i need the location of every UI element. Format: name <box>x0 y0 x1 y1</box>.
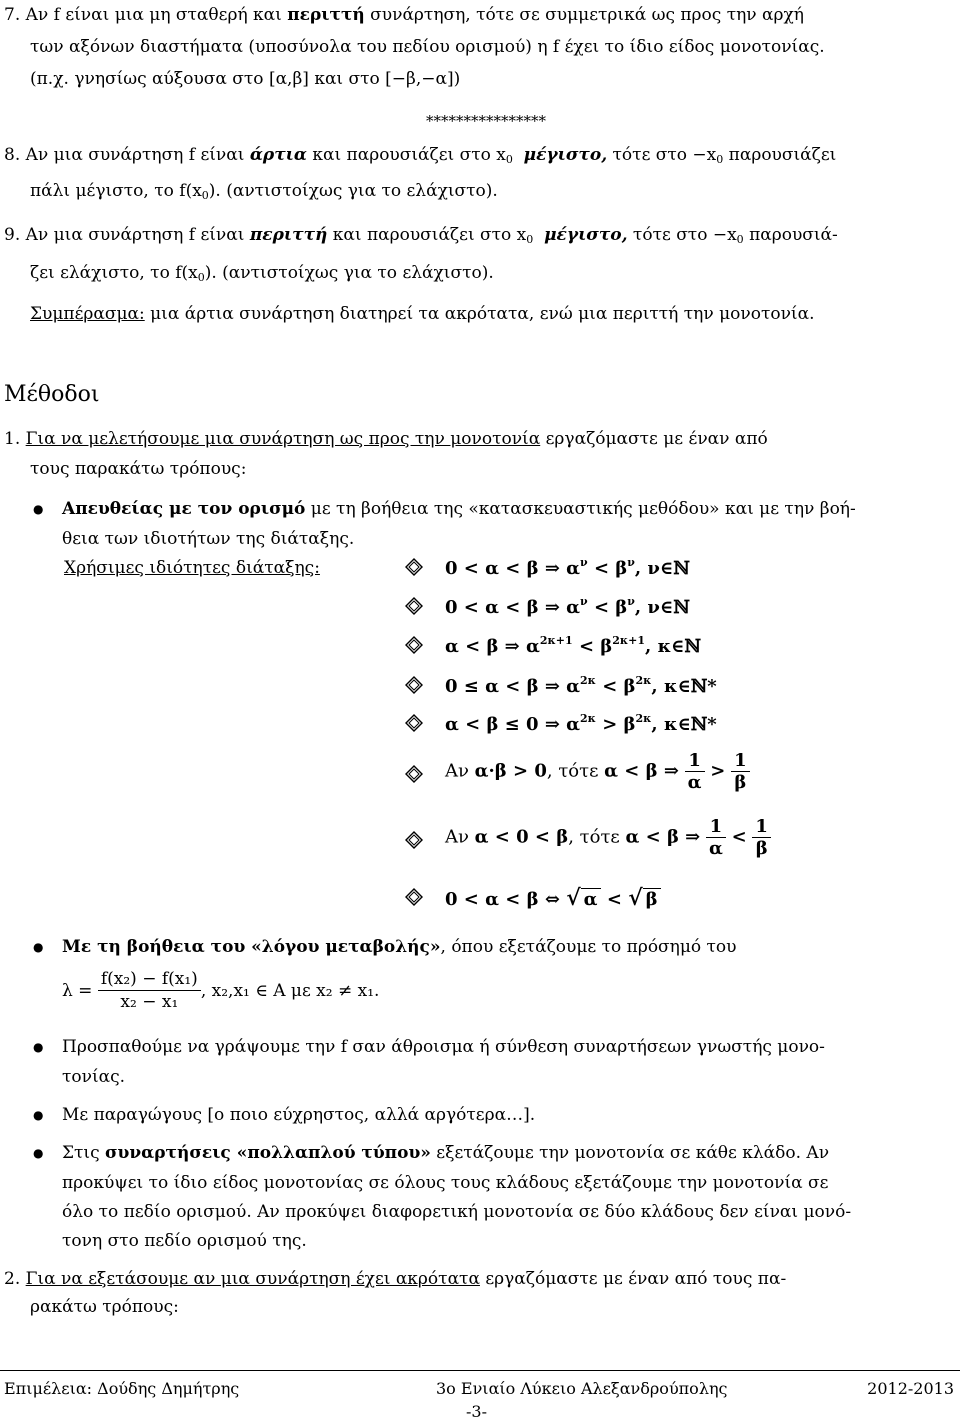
text: , τότε <box>568 826 626 848</box>
method-2-line-2: ρακάτω τρόπους: <box>30 1297 179 1317</box>
bullet-4: Με παραγώγους [ο ποιο εύχρηστος, αλλά αργότερα…]. <box>62 1105 536 1125</box>
property-2: 0 < α < β ⇒ $\alpha^\nu < \beta^\nu$, ν∈ℕ <box>445 595 690 618</box>
item-7-line-3: (π.χ. γνησίως αύξουσα στο [α,β] και στο [−β,−α]) <box>30 69 461 89</box>
bold-phrase: Απευθείας με τον ορισμό <box>62 499 306 519</box>
footer-year: 2012-2013 <box>867 1379 954 1398</box>
text: εξετάζουμε την μονοτονία σε κάθε κλάδο. Αν <box>430 1143 830 1163</box>
text: με τη βοήθεια της «κατασκευαστικής μεθόδου» και με την βοή- <box>305 499 856 519</box>
item-9-line-1 <box>4 224 838 251</box>
denominator: x₂ − x₁ <box>120 992 179 1012</box>
method-1-line-1 <box>4 428 768 450</box>
bullet-icon: ● <box>33 502 44 516</box>
property-4: 0 ≤ α < β ⇒ $\alpha^{2\kappa} < \beta^{2\kappa}$, κ∈ℕ* <box>445 674 717 697</box>
sqrt-icon: √ <box>628 885 643 911</box>
bullet-5-line-1 <box>62 1142 829 1164</box>
numerator: 1 <box>731 750 750 772</box>
lambda-formula <box>62 968 379 1013</box>
text: ). (αντιστοίχως για το ελάχιστο). <box>208 181 498 201</box>
denominator: β <box>734 772 747 793</box>
text: εργαζόμαστε με έναν από τους πα- <box>479 1269 787 1289</box>
text: ζει ελάχιστο, το f(x <box>30 263 198 283</box>
math: α·β > 0 <box>474 760 547 782</box>
bullet-5-line-3: όλο το πεδίο ορισμού. Αν προκύψει διαφορετική μονοτονία σε δύο κλάδους δεν είναι μονό- <box>62 1202 852 1222</box>
fraction <box>685 750 705 793</box>
methods-heading: Μέθοδοι <box>4 382 100 407</box>
sqrt-arg: α <box>581 888 601 910</box>
item-8-line-2 <box>30 180 498 207</box>
diamond-bullet-icon <box>405 597 423 615</box>
item-7-line-2: των αξόνων διαστήματα (υποσύνολα του πεδίου ορισμού) η f έχει το ίδιο είδος μονοτονίας. <box>30 37 825 57</box>
bullet-5-line-2: προκύψει το ίδιο είδος μονοτονίας σε όλους τους κλάδους εξετάζουμε την μονοτονία σε <box>62 1173 829 1193</box>
method-number: 2. <box>4 1269 21 1289</box>
conclusion-text: μια άρτια συνάρτηση διατηρεί τα ακρότατα, ενώ μια περιττή την μονοτονία. <box>144 304 815 324</box>
text: , τότε <box>546 760 605 782</box>
diamond-bullet-icon <box>405 888 423 906</box>
property-8 <box>445 885 661 911</box>
numerator: 1 <box>685 750 705 772</box>
subscript: 0 <box>197 271 205 284</box>
text: τότε στο −x <box>607 145 717 165</box>
method-2-line-1 <box>4 1268 786 1290</box>
method-title: Για να μελετήσουμε μια συνάρτηση ως προς την μονοτονία <box>25 429 541 449</box>
operator: < <box>606 889 622 910</box>
text: Στις <box>62 1143 106 1163</box>
denominator: α <box>687 772 702 793</box>
properties-label: Χρήσιμες ιδιότητες διάταξης: <box>64 558 320 578</box>
method-number: 1. <box>4 429 21 449</box>
numerator: f(x₂) − f(x₁) <box>98 968 201 991</box>
text: και παρουσιάζει στο x <box>306 145 506 165</box>
bold-phrase: συναρτήσεις «πολλαπλού τύπου» <box>105 1143 431 1163</box>
math: α < 0 < β <box>474 826 569 848</box>
item-7-line-1 <box>4 4 804 26</box>
numerator: 1 <box>706 816 726 838</box>
text: παρουσιάζει <box>723 145 837 165</box>
math: 0 < α < β ⇔ <box>445 889 560 910</box>
conclusion <box>30 303 814 325</box>
text: συνάρτηση, τότε σε συμμετρικά ως προς την αρχή <box>364 5 804 25</box>
bullet-1-line-1 <box>62 498 856 520</box>
diamond-bullet-icon <box>405 636 423 654</box>
text: , όπου εξετάζουμε το πρόσημό του <box>440 937 737 957</box>
text: , x₂,x₁ ∈ A με x₂ ≠ x₁. <box>200 980 380 1001</box>
text: τότε στο −x <box>627 225 737 245</box>
text: 7. Αν f είναι μια μη σταθερή και <box>4 5 288 25</box>
text: ). (αντιστοίχως για το ελάχιστο). <box>204 263 494 283</box>
subscript: 0 <box>505 153 513 166</box>
bullet-icon: ● <box>33 1146 44 1160</box>
fraction <box>752 816 771 859</box>
text: πάλι μέγιστο, το f(x <box>30 181 202 201</box>
denominator: β <box>755 838 768 859</box>
diamond-bullet-icon <box>405 831 423 849</box>
bold-word: περιττή <box>287 5 365 25</box>
separator: **************** <box>426 112 546 130</box>
bullet-3-line-2: τονίας. <box>62 1067 126 1087</box>
text: και παρουσιάζει στο x <box>327 225 527 245</box>
bullet-5-line-4: τονη στο πεδίο ορισμού της. <box>62 1231 307 1251</box>
diamond-bullet-icon <box>405 714 423 732</box>
item-8-line-1 <box>4 144 836 171</box>
diamond-bullet-icon <box>405 676 423 694</box>
diamond-bullet-icon <box>405 558 423 576</box>
bullet-1-line-2: θεια των ιδιοτήτων της διάταξης. <box>62 529 355 549</box>
bullet-2-line-1 <box>62 936 737 958</box>
property-7 <box>445 816 771 859</box>
text: εργαζόμαστε με έναν από <box>540 429 768 449</box>
bold-word: περιττή <box>249 225 328 245</box>
method-1-line-2: τους παρακάτω τρόπους: <box>30 459 247 479</box>
math: α < β ⇒ <box>604 760 679 782</box>
footer-author: Επιμέλεια: Δούδης Δημήτρης <box>4 1379 240 1398</box>
operator: < <box>731 826 747 848</box>
text: 9. Αν μια συνάρτηση f είναι <box>4 225 250 245</box>
subscript: 0 <box>526 233 534 246</box>
bullet-icon: ● <box>33 940 44 954</box>
subscript: 0 <box>736 233 744 246</box>
diamond-bullet-icon <box>405 765 423 783</box>
sqrt-arg: β <box>643 888 661 910</box>
math: α < β ⇒ <box>625 826 701 848</box>
fraction <box>98 968 201 1013</box>
text: Αν <box>445 760 475 782</box>
footer-school: 3ο Ενιαίο Λύκειο Αλεξανδρούπολης <box>436 1379 728 1398</box>
bullet-icon: ● <box>33 1040 44 1054</box>
text: Αν <box>445 826 475 848</box>
fraction <box>706 816 726 859</box>
text: παρουσιά- <box>743 225 838 245</box>
bold-phrase: Με τη βοήθεια του «λόγου μεταβολής» <box>62 937 441 957</box>
denominator: α <box>709 838 723 859</box>
property-1: 0 < α < β ⇒ $\alpha^\nu < \beta^\nu$, ν∈ℕ <box>445 556 690 579</box>
bold-word: μέγιστο, <box>523 145 608 165</box>
item-9-line-2 <box>30 262 494 289</box>
footer-rule <box>0 1370 960 1371</box>
method-title: Για να εξετάσουμε αν μια συνάρτηση έχει ακρότατα <box>25 1269 480 1289</box>
property-6 <box>445 750 750 793</box>
lambda-label: λ = <box>62 980 93 1001</box>
property-3: α < β ⇒ $\alpha^{2\kappa+1} < \beta^{2\kappa+1}$, κ∈ℕ <box>445 634 701 657</box>
page-number: -3- <box>466 1402 487 1421</box>
text: 8. Αν μια συνάρτηση f είναι <box>4 145 250 165</box>
fraction <box>731 750 750 793</box>
bullet-3-line-1: Προσπαθούμε να γράψουμε την f σαν άθροισμα ή σύνθεση συναρτήσεων γνωστής μονο- <box>62 1037 825 1057</box>
bold-word: άρτια <box>249 145 307 165</box>
sqrt-icon: √ <box>566 885 581 911</box>
subscript: 0 <box>716 153 724 166</box>
property-5: α < β ≤ 0 ⇒ $\alpha^{2\kappa} > \beta^{2\kappa}$, κ∈ℕ* <box>445 712 717 735</box>
bullet-icon: ● <box>33 1108 44 1122</box>
numerator: 1 <box>752 816 771 838</box>
conclusion-label: Συμπέρασμα: <box>30 304 145 324</box>
operator: > <box>710 760 726 782</box>
bold-word: μέγιστο, <box>544 225 628 245</box>
subscript: 0 <box>201 189 209 202</box>
